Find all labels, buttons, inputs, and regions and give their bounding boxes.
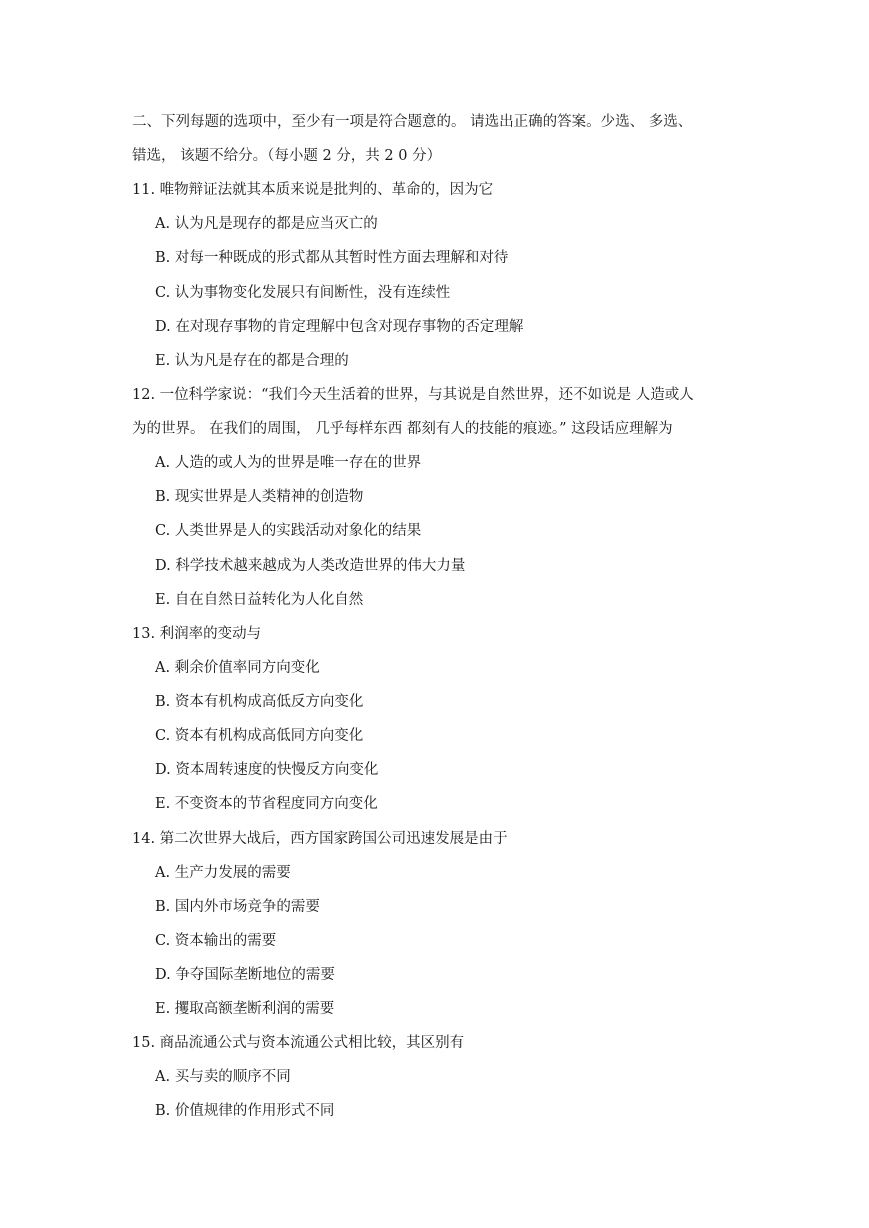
question-15-stem: 15. 商品流通公式与资本流通公式相比较，其区别有 <box>132 1035 465 1051</box>
question-15-option-a: A. 买与卖的顺序不同 <box>155 1069 291 1085</box>
question-13-option-b: B. 资本有机构成高低反方向变化 <box>155 694 364 710</box>
section-instructions-line-2: 错选， 该题不给分。（每小题 2 分，共 2 0 分） <box>132 148 442 164</box>
question-12-option-b: B. 现实世界是人类精神的创造物 <box>155 489 364 505</box>
question-13-stem: 13. 利润率的变动与 <box>132 626 262 642</box>
question-12-option-a: A. 人造的或人为的世界是唯一存在的世界 <box>155 455 422 471</box>
question-12-option-d: D. 科学技术越来越成为人类改造世界的伟大力量 <box>155 558 466 574</box>
question-11-option-e: E. 认为凡是存在的都是合理的 <box>155 353 349 369</box>
question-14-option-d: D. 争夺国际垄断地位的需要 <box>155 967 335 983</box>
question-11-option-b: B. 对每一种既成的形式都从其暂时性方面去理解和对待 <box>155 250 509 266</box>
question-12-option-c: C. 人类世界是人的实践活动对象化的结果 <box>155 523 422 539</box>
question-12-stem-line-1: 12. 一位科学家说：“我们今天生活着的世界，与其说是自然世界，还不如说是 人造或人 <box>132 387 694 403</box>
question-13-option-a: A. 剩余价值率同方向变化 <box>155 660 320 676</box>
question-13-option-e: E. 不变资本的节省程度同方向变化 <box>155 796 378 812</box>
question-11-option-d: D. 在对现存事物的肯定理解中包含对现存事物的否定理解 <box>155 319 524 335</box>
question-14-option-e: E. 攫取高额垄断利润的需要 <box>155 1001 335 1017</box>
section-instructions-line-1: 二、下列每题的选项中，至少有一项是符合题意的。 请选出正确的答案。少选、 多选、 <box>132 114 693 130</box>
question-12-stem-line-2: 为的世界。 在我们的周围， 几乎每样东西 都刻有人的技能的痕迹。” 这段话应理解为 <box>132 421 673 437</box>
question-14-option-c: C. 资本输出的需要 <box>155 933 277 949</box>
question-13-option-c: C. 资本有机构成高低同方向变化 <box>155 728 364 744</box>
question-15-option-b: B. 价值规律的作用形式不同 <box>155 1103 335 1119</box>
question-13-option-d: D. 资本周转速度的快慢反方向变化 <box>155 762 379 778</box>
question-11-stem: 11. 唯物辩证法就其本质来说是批判的、革命的，因为它 <box>132 182 494 198</box>
question-11-option-c: C. 认为事物变化发展只有间断性，没有连续性 <box>155 285 451 301</box>
question-12-option-e: E. 自在自然日益转化为人化自然 <box>155 592 364 608</box>
question-14-stem: 14. 第二次世界大战后，西方国家跨国公司迅速发展是由于 <box>132 831 508 847</box>
question-14-option-a: A. 生产力发展的需要 <box>155 865 291 881</box>
question-14-option-b: B. 国内外市场竞争的需要 <box>155 899 320 915</box>
question-11-option-a: A. 认为凡是现存的都是应当灭亡的 <box>155 216 378 232</box>
